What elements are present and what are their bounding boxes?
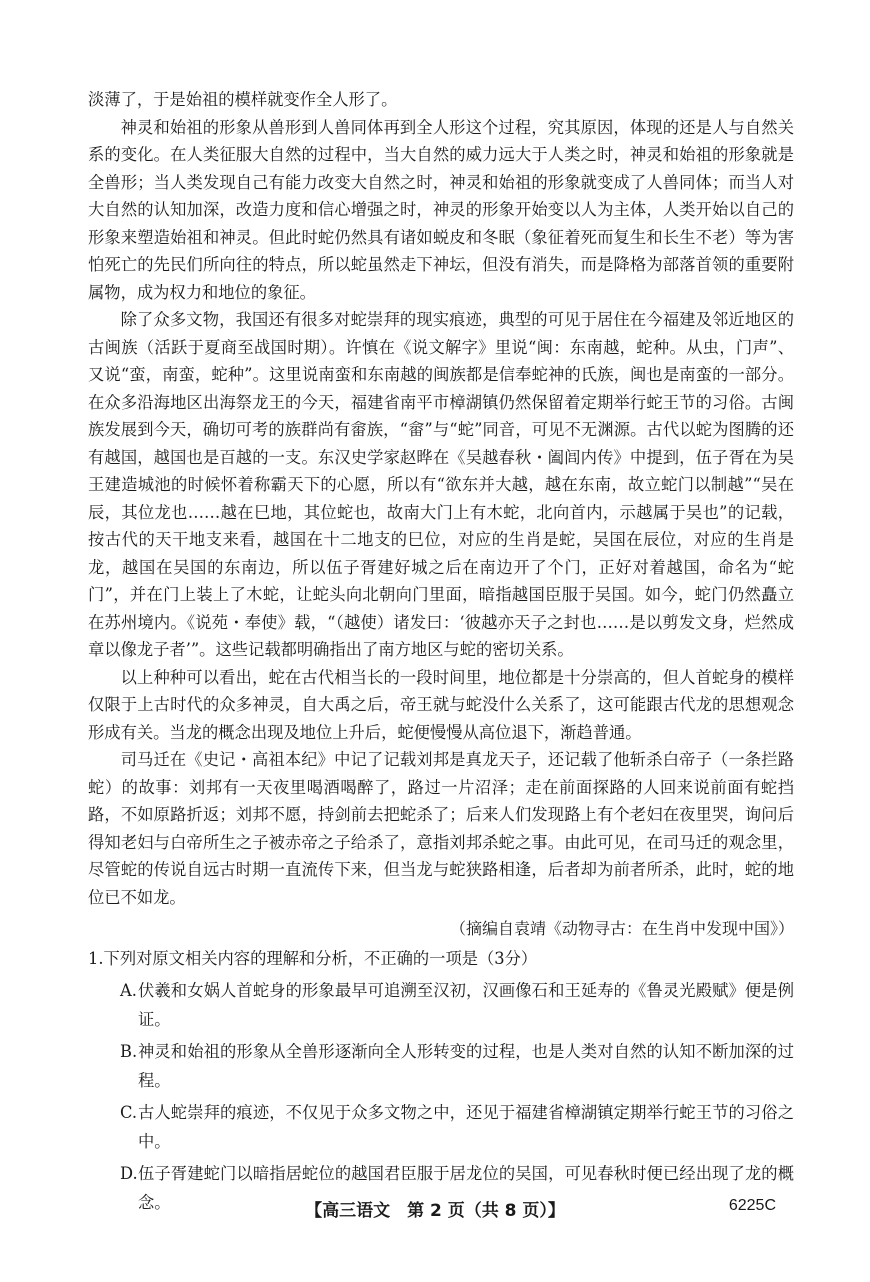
option-letter: D. — [120, 1163, 138, 1183]
option-a[interactable] — [88, 976, 794, 1034]
option-text: 伍子胥建蛇门以暗指居蛇位的越国君臣服于居龙位的吴国，可见春秋时便已经出现了龙的概念。 — [138, 1163, 794, 1212]
page-number-label: 【高三语文 第 2 页（共 8 页）】 — [305, 1201, 565, 1221]
option-text: 神灵和始祖的形象从全兽形逐渐向全人形转变的过程，也是人类对自然的认知不断加深的过程。 — [138, 1041, 794, 1090]
source-citation: （摘编自袁靖《动物寻古：在生肖中发现中国》） — [449, 919, 794, 938]
paragraph-2: 除了众多文物，我国还有很多对蛇崇拜的现实痕迹，典型的可见于居住在今福建及邻近地区的古闽族（活跃于夏商至战国时期）。许慎在《说文解字》里说“闽：东南越，蛇种。从虫，门声”、又说“蛮，南蛮，蛇种”。这里说南蛮和东南越的闽族都是信奉蛇神的氏族，闽也是南蛮的一部分。在众多沿海地区出海祭龙王的今天，福建省南平市樟湖镇仍然保留着定期举行蛇王节的习俗。古闽族发展到今天，确切可考的族群尚有畲族，“畲”与“蛇”同音，可见不无渊源。古代以蛇为图腾的还有越国，越国也是百越的一支。东汉史学家赵晔在《吴越春秋・阖闾内传》中提到，伍子胥在为吴王建造城池的时候怀着称霸天下的心愿，所以有“欲东并大越，越在东南，故立蛇门以制越”“吴在辰，其位龙也……越在巳地，其位蛇也，故南大门上有木蛇，北向首内，示越属于吴也”的记载，按古代的天干地支来看，越国在十二地支的巳位，对应的生肖是蛇，吴国在辰位，对应的生肖是龙，越国在吴国的东南边，所以伍子胥建好城之后在南边开了个门，正好对着越国，命名为“蛇门”，并在门上装上了木蛇，让蛇头向北朝向门里面，暗指越国臣服于吴国。如今，蛇门仍然矗立在苏州境内。《说苑・奉使》载，“（越使）诸发曰：‘彼越亦天子之封也……是以剪发文身，烂然成章以像龙子者’”。这些记载都明确指出了南方地区与蛇的密切关系。 — [88, 310, 794, 659]
option-letter: C. — [120, 1102, 138, 1122]
option-c[interactable] — [88, 1098, 794, 1156]
question-1 — [88, 945, 794, 1217]
option-text: 伏羲和女娲人首蛇身的形象最早可追溯至汉初，汉画像石和王延寿的《鲁灵光殿赋》便是例证。 — [138, 980, 794, 1029]
question-stem: 1.下列对原文相关内容的理解和分析，不正确的一项是（3分） — [88, 948, 538, 968]
paragraph-1: 神灵和始祖的形象从兽形到人兽同体再到全人形这个过程，究其原因，体现的还是人与自然关系的变化。在人类征服大自然的过程中，当大自然的威力远大于人类之时，神灵和始祖的形象就是全兽形；当人类发现自己有能力改变大自然之时，神灵和始祖的形象就变成了人兽同体；而当人对大自然的认知加深，改造力度和信心增强之时，神灵的形象开始变以人为主体，人类开始以自己的形象来塑造始祖和神灵。但此时蛇仍然具有诸如蜕皮和冬眠（象征着死而复生和长生不老）等为害怕死亡的先民们所向往的特点，所以蛇虽然走下神坛，但没有消失，而是降格为部落首领的重要附属物，成为权力和地位的象征。 — [88, 117, 794, 302]
option-b[interactable] — [88, 1037, 794, 1095]
paragraph-3: 以上种种可以看出，蛇在古代相当长的一段时间里，地位都是十分崇高的，但人首蛇身的模样仅限于上古时代的众多神灵，自大禹之后，帝王就与蛇没什么关系了，这可能跟古代龙的思想观念形成有关。当龙的概念出现及地位上升后，蛇便慢慢从高位退下，渐趋普通。 — [88, 667, 794, 742]
page-footer — [0, 1196, 870, 1226]
option-letter: B. — [120, 1041, 138, 1061]
passage-continuation: 淡薄了，于是始祖的模样就变作全人形了。 — [88, 90, 398, 109]
exam-code: 6225C — [728, 1197, 776, 1214]
option-text: 古人蛇崇拜的痕迹，不仅见于众多文物之中，还见于福建省樟湖镇定期举行蛇王节的习俗之中。 — [138, 1102, 794, 1151]
paragraph-4: 司马迁在《史记・高祖本纪》中记了记载刘邦是真龙天子，还记载了他斩杀白帝子（一条拦路蛇）的故事：刘邦有一天夜里喝酒喝醉了，路过一片沼泽；走在前面探路的人回来说前面有蛇挡路，不如原路折返；刘邦不愿，持剑前去把蛇杀了；后来人们发现路上有个老妇在夜里哭，询问后得知老妇与白帝所生之子被赤帝之子给杀了，意指刘邦杀蛇之事。由此可见，在司马迁的观念里，尽管蛇的传说自远古时期一直流传下来，但当龙与蛇狭路相逢，后者却为前者所杀，此时，蛇的地位已不如龙。 — [88, 750, 794, 907]
passage — [88, 86, 794, 1220]
option-letter: A. — [120, 980, 137, 1000]
